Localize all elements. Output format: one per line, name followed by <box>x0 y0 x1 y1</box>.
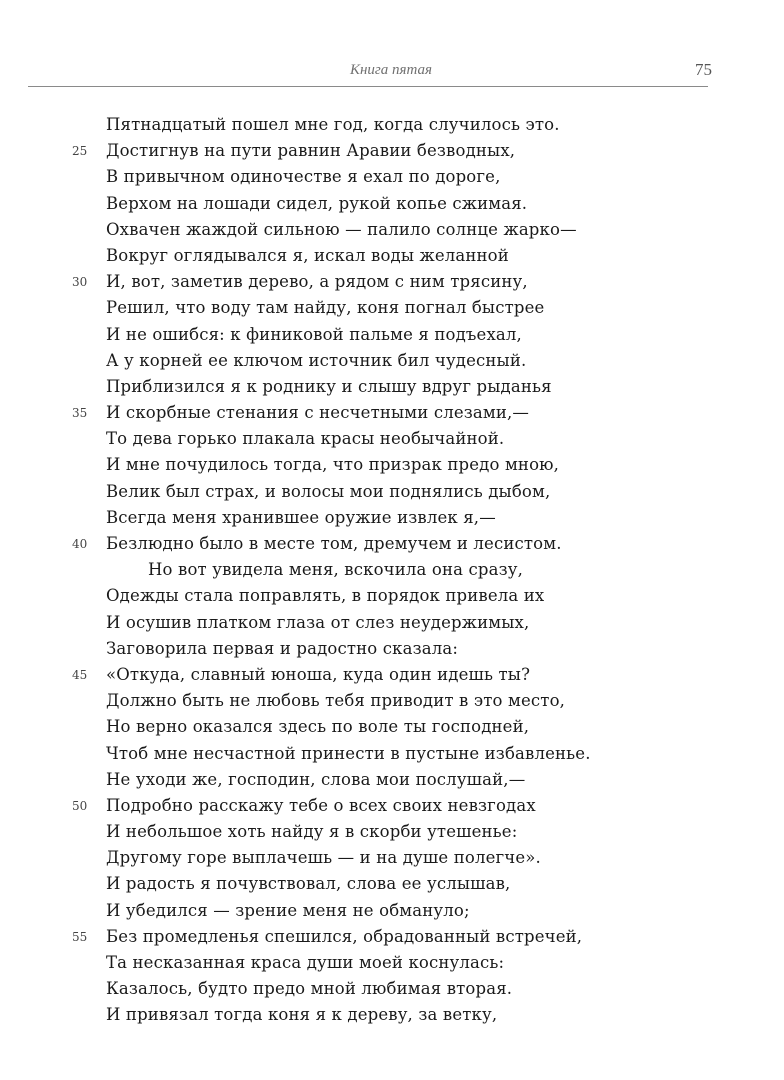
verse-text: И небольшое хоть найду я в скорби утешенье: <box>106 822 518 842</box>
verse-line <box>0 662 784 688</box>
page-number: 75 <box>695 60 712 79</box>
verse-text: «Откуда, славный юноша, куда один идешь ты? <box>106 664 531 684</box>
verse-line <box>0 217 784 243</box>
verse-text: И, вот, заметив дерево, а рядом с ним трясину, <box>106 272 528 292</box>
verse-text: И радость я почувствовал, слова ее услышав, <box>106 874 511 894</box>
poem-body <box>0 112 784 1029</box>
verse-text: Другому горе выплачешь — и на душе полегче». <box>106 848 541 868</box>
line-number: 30 <box>72 275 88 290</box>
verse-text: И скорбные стенания с несчетными слезами,— <box>106 403 530 423</box>
verse-line <box>0 767 784 793</box>
verse-line <box>0 819 784 845</box>
verse-text: И мне почудилось тогда, что призрак предо мною, <box>106 455 560 475</box>
verse-line <box>0 164 784 190</box>
verse-text: Охвачен жаждой сильною — палило солнце жарко— <box>106 219 577 239</box>
verse-text: Чтоб мне несчастной принести в пустыне избавленье. <box>106 743 591 763</box>
verse-line <box>0 400 784 426</box>
verse-line <box>0 348 784 374</box>
verse-line <box>0 322 784 348</box>
verse-line <box>0 714 784 740</box>
verse-line <box>0 138 784 164</box>
verse-line <box>0 505 784 531</box>
verse-text: Заговорила первая и радостно сказала: <box>106 638 459 658</box>
verse-text: Та несказанная краса души моей коснулась: <box>106 953 505 972</box>
verse-line <box>0 112 784 138</box>
verse-text: Верхом на лошади сидел, рукой копье сжимая. <box>106 193 528 213</box>
verse-text: Вокруг оглядывался я, искал воды желанной <box>106 245 509 265</box>
verse-line <box>0 898 784 924</box>
line-number: 40 <box>72 537 88 551</box>
verse-line <box>0 924 784 950</box>
verse-line <box>0 845 784 871</box>
verse-text: И убедился — зрение меня не обмануло; <box>106 900 470 920</box>
verse-text: Велик был страх, и волосы мои поднялись дыбом, <box>106 481 551 501</box>
header-rule <box>28 86 708 87</box>
line-number: 35 <box>72 406 88 421</box>
verse-text: Но вот увидела меня, вскочила она сразу, <box>148 560 523 580</box>
verse-line <box>0 374 784 400</box>
verse-text: Пятнадцатый пошел мне год, когда случилось это. <box>106 115 560 134</box>
verse-line <box>0 1002 784 1028</box>
verse-text: Решил, что воду там найду, коня погнал быстрее <box>106 298 545 318</box>
verse-line <box>0 610 784 636</box>
verse-line <box>0 531 784 557</box>
verse-text: И осушив платком глаза от слез неудержимых, <box>106 612 530 632</box>
verse-text: В привычном одиночестве я ехал по дороге, <box>106 167 501 187</box>
verse-line <box>0 950 784 976</box>
verse-line <box>0 557 784 583</box>
verse-line <box>0 871 784 897</box>
verse-line <box>0 688 784 714</box>
verse-line <box>0 295 784 321</box>
verse-text: Подробно расскажу тебе о всех своих невзгодах <box>106 795 536 815</box>
verse-text: Казалось, будто предо мной любимая вторая. <box>106 979 513 999</box>
line-number: 55 <box>72 929 88 944</box>
verse-text: Без промедленья спешился, обрадованный встречей, <box>106 926 583 946</box>
verse-text: Всегда меня хранившее оружие извлек я,— <box>106 507 496 527</box>
running-head <box>30 60 710 84</box>
verse-line <box>0 479 784 505</box>
verse-line <box>0 191 784 217</box>
verse-text: А у корней ее ключом источник бил чудесный. <box>106 350 527 370</box>
line-number: 45 <box>72 667 88 682</box>
verse-line <box>0 636 784 662</box>
verse-text: Не уходи же, господин, слова мои послушай,— <box>106 769 526 789</box>
verse-line <box>0 583 784 609</box>
verse-text: То дева горько плакала красы необычайной. <box>106 429 505 449</box>
verse-text: И не ошибся: к финиковой пальме я подъехал, <box>106 324 522 344</box>
running-title: Книга пятая <box>350 62 432 78</box>
verse-text: Должно быть не любовь тебя приводит в это место, <box>106 691 566 711</box>
verse-text: Одежды стала поправлять, в порядок привела их <box>106 586 545 606</box>
verse-line <box>0 452 784 478</box>
verse-text: Приблизился я к роднику и слышу вдруг рыданья <box>106 376 552 396</box>
verse-line <box>0 426 784 452</box>
verse-line <box>0 243 784 269</box>
verse-text: И привязал тогда коня я к дереву, за ветку, <box>106 1005 498 1025</box>
verse-text: Но верно оказался здесь по воле ты господней, <box>106 717 530 737</box>
verse-text: Достигнув на пути равнин Аравии безводных, <box>106 141 516 161</box>
verse-line <box>0 269 784 295</box>
line-number: 25 <box>72 144 88 159</box>
verse-line <box>0 741 784 767</box>
line-number: 50 <box>72 798 88 813</box>
verse-text: Безлюдно было в месте том, дремучем и лесистом. <box>106 534 562 553</box>
verse-line <box>0 976 784 1002</box>
verse-line <box>0 793 784 819</box>
